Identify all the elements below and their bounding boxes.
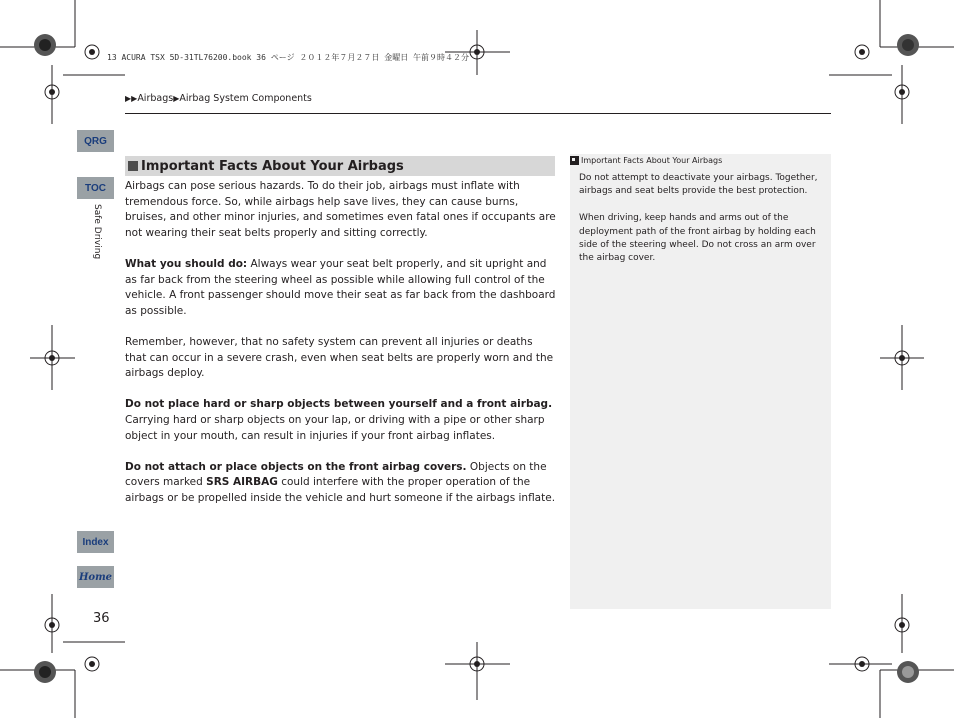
toc-tab[interactable]: TOC xyxy=(77,177,114,199)
paragraph-airbag-covers xyxy=(125,460,557,507)
sidebar-paragraph-1: Do not attempt to deactivate your airbags. Together, airbags and seat belts provide the best protection. xyxy=(579,173,818,197)
section-square-icon xyxy=(128,161,138,171)
lead-airbag-covers: Do not attach or place objects on the front airbag covers. xyxy=(125,460,467,473)
sidebar-notes xyxy=(570,154,831,609)
sidebar-heading xyxy=(570,156,722,165)
lead-what-to-do: What you should do: xyxy=(125,257,248,270)
breadcrumb-airbags[interactable]: Airbags xyxy=(137,93,174,104)
chapter-label: Safe Driving xyxy=(92,204,102,260)
section-title: Important Facts About Your Airbags xyxy=(141,158,404,174)
breadcrumb xyxy=(125,93,312,104)
breadcrumb-arrow-icon: ▶▶ xyxy=(125,94,138,103)
sidebar-body xyxy=(579,172,825,279)
text-what-to-do: Always wear your seat belt properly, and sit upright and as far back from the steering wheel as possible while allowing full control of the vehicle. A front passenger should move their seat as far back from the dashboard as possible. xyxy=(125,257,556,317)
text-airbag-covers-b: could interfere with the proper operation of the airbags or be propelled inside the vehicle and hurt someone if the airbags inflate. xyxy=(125,476,556,504)
qrg-tab[interactable]: QRG xyxy=(77,130,114,152)
index-tab[interactable]: Index xyxy=(77,531,114,553)
sidebar-heading-text: Important Facts About Your Airbags xyxy=(581,156,723,165)
lead-hard-objects: Do not place hard or sharp objects between yourself and a front airbag. xyxy=(125,398,553,411)
text-airbag-covers-a: Objects on the covers marked xyxy=(125,460,547,489)
breadcrumb-current: Airbag System Components xyxy=(179,93,312,104)
section-header xyxy=(125,156,555,176)
paragraph-what-to-do xyxy=(125,257,557,319)
print-header: 13 ACURA TSX 5D-31TL76200.book 36 ページ ２０１２年７月２７日 金曜日 午前９時４２分 xyxy=(107,53,470,62)
breadcrumb-arrow-icon: ▶ xyxy=(173,94,180,103)
paragraph-hazards: Airbags can pose serious hazards. To do their job, airbags must inflate with tremendous force. So, while airbags help save lives, they can cause burns, bruises, and other minor injuries, and sometimes even fatal ones if occupants are not wearing their seat belts properly and sitting correctly. xyxy=(125,180,556,239)
paragraph-remember: Remember, however, that no safety system can prevent all injuries or deaths that can occur in a severe crash, even when seat belts are properly worn and the airbags deploy. xyxy=(125,335,554,380)
text-hard-objects: Carrying hard or sharp objects on your lap, or driving with a pipe or other sharp object in your mouth, can result in injuries if your front airbag inflates. xyxy=(125,413,545,442)
sidebar-paragraph-2: When driving, keep hands and arms out of the deployment path of the front airbag by holding each side of the steering wheel. Do not cross an arm over the airbag cover. xyxy=(579,213,816,264)
page-number: 36 xyxy=(93,611,110,626)
paragraph-hard-objects xyxy=(125,397,557,444)
srs-airbag-mark: SRS AIRBAG xyxy=(206,476,278,489)
header-rule xyxy=(125,113,831,114)
body-text xyxy=(125,179,557,522)
home-tab[interactable]: Home xyxy=(77,566,114,588)
reference-icon xyxy=(570,156,579,165)
